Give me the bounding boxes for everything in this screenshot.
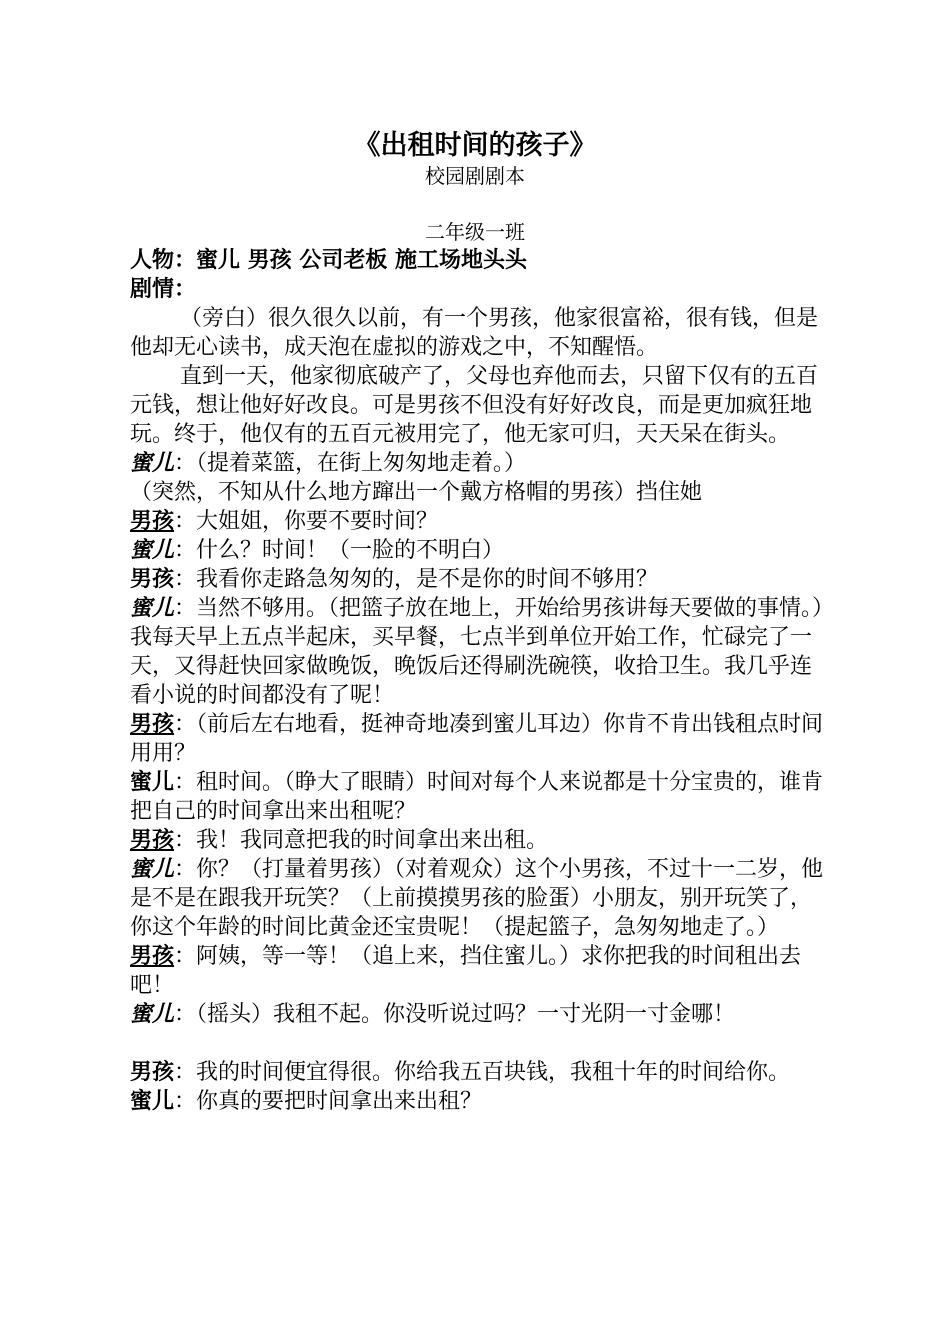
script-body xyxy=(130,246,830,1116)
speaker-mier: 蜜儿 xyxy=(130,1001,175,1027)
line-text: 我的时间便宜得很。你给我五百块钱，我租十年的时间给你。 xyxy=(196,1060,791,1085)
dialogue-line xyxy=(130,942,830,1000)
speaker-colon: ： xyxy=(174,1060,197,1085)
narration-paragraph: （旁白）很久很久以前，有一个男孩，他家很富裕，很有钱，但是他却无心读书，成天泡在虚拟的游戏之中，不知醒悟。 xyxy=(130,306,819,360)
speaker-mier: 蜜儿 xyxy=(130,1088,175,1114)
speaker-colon: ： xyxy=(174,1089,197,1114)
speaker-boy: 男孩 xyxy=(130,711,175,737)
script-subtitle: 校园剧剧本 xyxy=(425,164,525,188)
speaker-colon: ： xyxy=(174,857,197,882)
speaker-colon: ： xyxy=(174,567,197,592)
line-text: 什么？时间！（一脸的不明白） xyxy=(196,538,505,563)
speaker-colon: ： xyxy=(174,712,197,737)
dialogue-line xyxy=(130,826,830,855)
dialogue-line xyxy=(130,449,830,478)
dialogue-line xyxy=(130,536,830,565)
dialogue-line xyxy=(130,710,830,768)
line-text: （摇头）我租不起。你没听说过吗？一寸光阴一寸金哪！ xyxy=(196,1002,736,1027)
speaker-colon: ： xyxy=(174,944,197,969)
speaker-colon: ： xyxy=(174,828,197,853)
line-text: 你真的要把时间拿出来出租？ xyxy=(196,1089,483,1114)
speaker-colon: ： xyxy=(174,451,197,476)
line-text: 我看你走路急匆匆的，是不是你的时间不够用？ xyxy=(196,567,659,592)
dialogue-line xyxy=(130,507,830,536)
blank-line xyxy=(130,1029,830,1058)
narration-paragraph: 直到一天，他家彻底破产了，父母也弃他而去，只留下仅有的五百元钱，想让他好好改良。可是男孩不但没有好好改良，而是更加疯狂地玩。终于，他仅有的五百元被用完了，他无家可归，天天呆在街头。 xyxy=(130,364,819,447)
speaker-colon: ： xyxy=(174,770,197,795)
speaker-mier: 蜜儿 xyxy=(130,595,175,621)
speaker-colon: ： xyxy=(174,1002,197,1027)
dialogue-line xyxy=(130,855,830,942)
speaker-mier: 蜜儿 xyxy=(130,769,175,795)
speaker-colon: ： xyxy=(174,509,197,534)
speaker-mier: 蜜儿 xyxy=(130,856,175,882)
line-text: 大姐姐，你要不要时间？ xyxy=(196,509,439,534)
speaker-boy: 男孩 xyxy=(130,943,175,969)
dialogue-line xyxy=(130,768,830,826)
line-text: 租时间。（睁大了眼睛）时间对每个人来说都是十分宝贵的，谁肯把自己的时间拿出来出租呢？ xyxy=(130,770,824,824)
dialogue-line xyxy=(130,594,830,710)
speaker-boy: 男孩 xyxy=(130,827,175,853)
dialogue-line xyxy=(130,1000,830,1029)
speaker-mier: 蜜儿 xyxy=(130,537,175,563)
dialogue-line xyxy=(130,1058,830,1087)
dialogue-line xyxy=(130,1087,830,1116)
line-text: 当然不够用。（把篮子放在地上，开始给男孩讲每天要做的事情。）我每天早上五点半起床，买早餐，七点半到单位开始工作，忙碌完了一天，又得赶快回家做晚饭，晚饭后还得刷洗碗筷，收拾卫生。我几乎连看小说的时间都没有了呢！ xyxy=(130,596,824,708)
class-name: 二年级一班 xyxy=(425,220,525,244)
line-text: 阿姨，等一等！（追上来，挡住蜜儿。）求你把我的时间租出去吧！ xyxy=(130,944,802,998)
line-text: 你？（打量着男孩）（对着观众）这个小男孩，不过十一二岁，他是不是在跟我开玩笑？（上前摸摸男孩的脸蛋）小朋友，别开玩笑了，你这个年龄的时间比黄金还宝贵呢！（提起篮子，急匆匆地走了。） xyxy=(130,857,824,940)
characters-line: 人物：蜜儿 男孩 公司老板 施工场地头头 xyxy=(130,247,527,273)
line-text: 我！我同意把我的时间拿出来出租。 xyxy=(196,828,549,853)
speaker-boy: 男孩 xyxy=(130,566,175,592)
speaker-boy: 男孩 xyxy=(130,508,175,534)
speaker-mier: 蜜儿 xyxy=(130,450,175,476)
line-text: （前后左右地看，挺神奇地凑到蜜儿耳边）你肯不肯出钱租点时间用用？ xyxy=(130,712,824,766)
plot-label: 剧情： xyxy=(130,276,197,302)
speaker-colon: ： xyxy=(174,596,197,621)
script-title: 《出租时间的孩子》 xyxy=(353,130,597,161)
line-text: （提着菜篮，在街上匆匆地走着。） xyxy=(196,451,527,476)
speaker-colon: ： xyxy=(174,538,197,563)
speaker-boy: 男孩 xyxy=(130,1059,175,1085)
stage-direction: （突然，不知从什么地方蹿出一个戴方格帽的男孩）挡住她 xyxy=(130,480,703,505)
dialogue-line xyxy=(130,565,830,594)
